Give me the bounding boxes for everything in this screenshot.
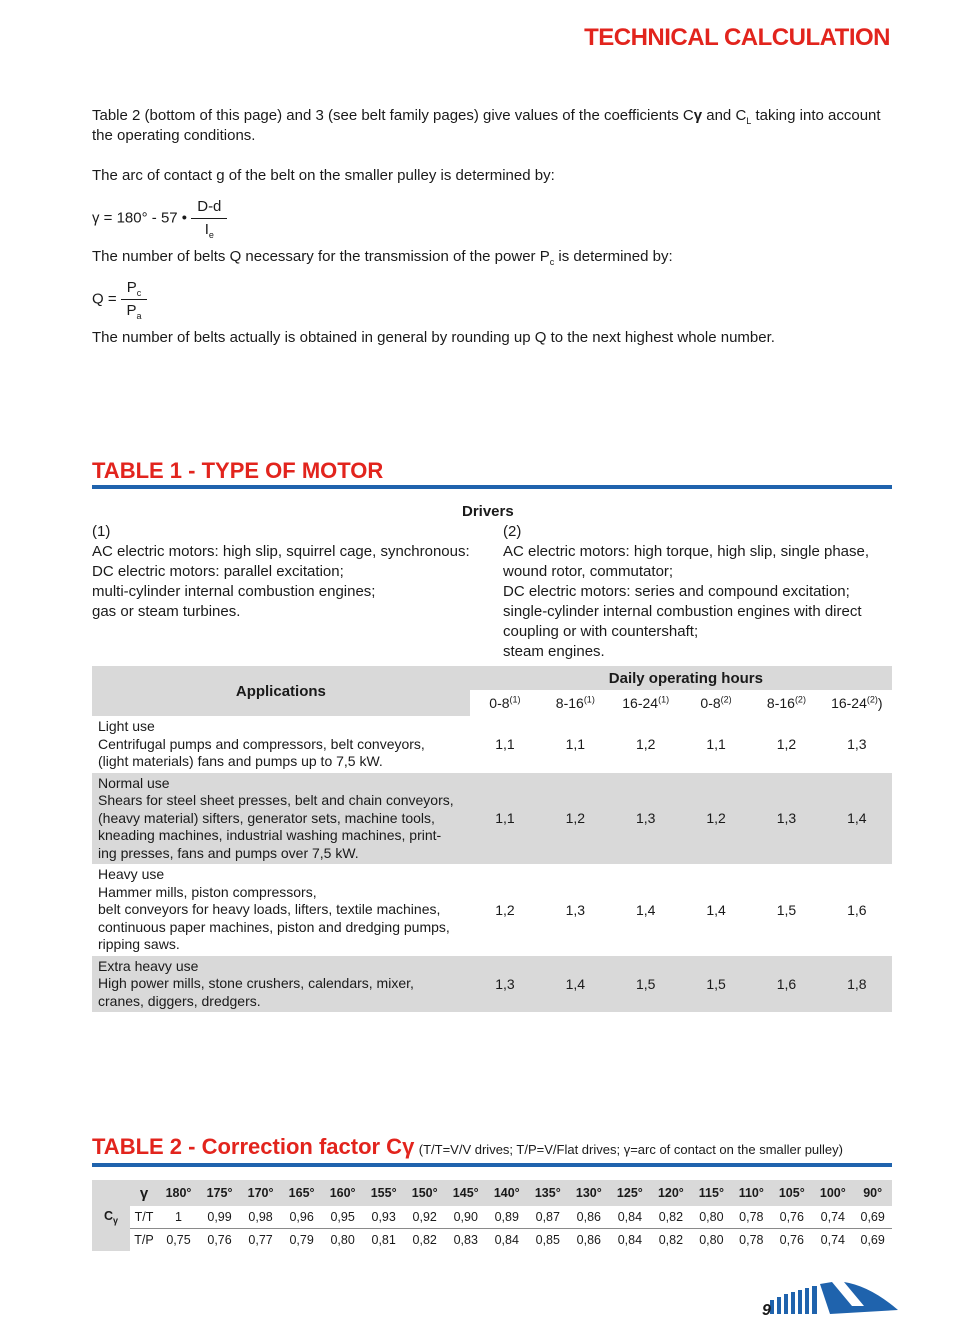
factor-cell: 1,4 (847, 810, 867, 827)
angle-cell: 110° (738, 1186, 764, 1200)
angle-cell: 130° (575, 1186, 602, 1200)
factor-cell: 1,5 (706, 975, 726, 992)
factor-cell: 1,1 (706, 736, 726, 753)
angle-cell: 180° (165, 1186, 192, 1200)
application-line: ing presses, fans and pumps over 7,5 kW. (98, 844, 359, 861)
angle-cell: 165° (288, 1186, 315, 1200)
hours-footnote: (2) (866, 694, 878, 705)
application-title: Extra heavy use (98, 957, 199, 974)
driver-col1-line: (1) (92, 523, 111, 540)
factor-cell: 0,84 (617, 1210, 643, 1224)
factor-cell: 1,3 (635, 810, 656, 827)
table2-heading (92, 1134, 843, 1160)
angle-cell: 170° (247, 1186, 274, 1200)
application-line: kneading machines, industrial washing machines, print- (98, 827, 442, 843)
factor-cell: 0,99 (207, 1210, 232, 1224)
table2-tp-row (92, 1229, 892, 1252)
intro-p3-text-b: is determined by: (554, 248, 673, 265)
application-line: (light materials) fans and pumps up to 7,5 kW. (98, 753, 383, 769)
formula-q-denominator (121, 300, 148, 321)
intro-p3-text-a: The number of belts Q necessary for the transmission of the power P (92, 248, 550, 265)
application-line: Centrifugal pumps and compressors, belt conveyors, (98, 735, 425, 752)
factor-cell: 0,84 (617, 1233, 643, 1247)
table-row (92, 956, 892, 1013)
driver-col1-line: gas or steam turbines. (92, 603, 241, 620)
driver-col2-line: steam engines. (503, 643, 605, 660)
factor-cell: 0,80 (330, 1233, 355, 1247)
hours-range: 8-16 (555, 695, 584, 711)
factor-cell: 1,4 (565, 975, 586, 992)
table1-title: TABLE 1 - TYPE OF MOTOR (92, 458, 384, 483)
page-number: 9 (762, 1302, 771, 1319)
factor-cell: 0,78 (739, 1210, 764, 1224)
table2-note: (T/T=V/V drives; T/P=V/Flat drives; γ=arc of contact on the smaller pulley) (418, 1142, 843, 1157)
drivers-column-2 (503, 522, 903, 662)
angle-cell: 160° (329, 1186, 356, 1200)
hours-range: 0-8 (700, 695, 721, 711)
factor-cell: 1,3 (776, 810, 797, 827)
hours-footnote: (1) (658, 694, 670, 705)
hours-footnote: (2) (720, 694, 732, 705)
angle-cell: 100° (819, 1186, 846, 1200)
hours-footnote: (2) (794, 694, 806, 705)
drivers-label: Drivers (462, 503, 514, 520)
hours-suffix: ) (877, 695, 883, 711)
factor-cell: 1,8 (847, 975, 867, 992)
factor-cell: 1,2 (495, 901, 515, 918)
angle-cell: 105° (778, 1186, 805, 1200)
intro-p1-text-b: and C (702, 107, 747, 124)
applications-header: Applications (235, 682, 326, 700)
factor-cell: 1,4 (635, 901, 656, 918)
factor-cell: 1,6 (776, 975, 797, 992)
formula-gamma-den-letter: I (204, 221, 209, 238)
angle-cell: 135° (534, 1186, 561, 1200)
brand-stripes-logo (760, 1276, 900, 1320)
service-factor-table (92, 666, 892, 1012)
hours-cell (681, 690, 751, 716)
formula-q-fraction (121, 278, 148, 321)
angle-cell: 120° (657, 1186, 684, 1200)
driver-col1-line: multi-cylinder internal combustion engines; (92, 583, 376, 600)
application-cell (92, 716, 470, 773)
hours-range: 16-24 (622, 695, 659, 711)
factor-cell: 0,80 (699, 1233, 724, 1247)
factor-cell: 1,2 (565, 810, 586, 827)
gamma-label: γ (139, 1184, 149, 1202)
factor-cell: 1,3 (847, 736, 867, 753)
factor-cell: 0,96 (289, 1210, 314, 1224)
factor-cell: 1,6 (847, 901, 867, 918)
angle-cell: 125° (616, 1186, 643, 1200)
formula-q-left: Q = (92, 290, 117, 308)
formula-q-num-letter: P (126, 279, 137, 296)
intro-p1-text-a: Table 2 (bottom of this page) and 3 (see belt family pages) give values of the coefficients C (92, 107, 694, 124)
pc-subscript: c (549, 257, 555, 267)
factor-cell: 1,5 (635, 975, 656, 992)
hours-range: 0-8 (489, 695, 510, 711)
factor-cell: 1,1 (495, 736, 515, 753)
factor-cell: 0,83 (453, 1233, 478, 1247)
angle-cell: 115° (698, 1186, 724, 1200)
formula-q (92, 278, 147, 321)
factor-cell: 0,75 (166, 1233, 191, 1247)
drivers-column-1 (92, 522, 492, 622)
formula-gamma-denominator (191, 219, 227, 240)
application-line: High power mills, stone crushers, calendars, mixer, (98, 975, 414, 991)
hours-range: 8-16 (766, 695, 795, 711)
driver-col2-line: wound rotor, commutator; (503, 563, 674, 580)
factor-cell: 0,86 (576, 1210, 601, 1224)
factor-cell: 0,78 (739, 1233, 764, 1247)
factor-cell: 0,86 (576, 1233, 601, 1247)
intro-p1-text-c: taking into account (751, 107, 881, 124)
intro-paragraph-3 (92, 247, 673, 267)
hours-range: 16-24 (831, 695, 867, 711)
angle-cell: 175° (206, 1186, 233, 1200)
gamma-symbol: γ (693, 107, 703, 124)
driver-col1-line: AC electric motors: high slip, squirrel cage, synchronous: (92, 543, 470, 560)
factor-cell: 0,69 (860, 1233, 885, 1247)
application-title: Normal use (98, 774, 170, 791)
formula-gamma (92, 197, 227, 240)
factor-cell: 0,93 (371, 1210, 396, 1224)
table2-tt-row (92, 1206, 892, 1229)
formula-q-den-sub: a (136, 311, 142, 321)
table1-divider (92, 485, 892, 489)
factor-cell: 1,3 (495, 975, 515, 992)
factor-cell: 0,87 (535, 1210, 560, 1224)
factor-cell: 0,92 (412, 1210, 437, 1224)
application-line: continuous paper machines, piston and dredging pumps, (98, 918, 450, 935)
hours-cell (470, 690, 540, 716)
factor-cell: 1,5 (776, 901, 797, 918)
hours-cell (610, 690, 680, 716)
intro-paragraph-2: The arc of contact g of the belt on the smaller pulley is determined by: (92, 167, 555, 184)
factor-cell: 1,2 (635, 736, 656, 753)
factor-cell: 1 (175, 1210, 182, 1224)
factor-cell: 1,2 (776, 736, 797, 753)
driver-col2-line: coupling or with countershaft; (503, 623, 699, 640)
c-gamma-sub: γ (113, 1215, 119, 1225)
formula-gamma-fraction (191, 197, 227, 240)
table2-angle-row (92, 1180, 892, 1206)
factor-cell: 0,85 (535, 1233, 560, 1247)
formula-gamma-numerator: D-d (191, 197, 227, 219)
table-row (92, 773, 892, 865)
formula-gamma-left: γ = 180° - 57 • (92, 209, 188, 227)
table2-divider (92, 1163, 892, 1167)
factor-cell: 1,2 (706, 810, 726, 827)
driver-col2-line: single-cylinder internal combustion engines with direct (503, 603, 862, 620)
angle-cell: 90° (863, 1186, 883, 1200)
factor-cell: 0,81 (371, 1233, 396, 1247)
table2-title: TABLE 2 - Correction factor Cγ (92, 1134, 415, 1159)
application-line: (heavy material) sifters, generator sets, machine tools, (98, 809, 435, 826)
factor-cell: 0,84 (494, 1233, 519, 1247)
factor-cell: 0,69 (860, 1210, 885, 1224)
hours-footnote: (1) (583, 694, 595, 705)
hours-header: Daily operating hours (608, 669, 763, 687)
application-line: Shears for steel sheet presses, belt and chain conveyors, (98, 792, 454, 808)
angle-cell: 155° (370, 1186, 397, 1200)
angle-cell: 140° (493, 1186, 520, 1200)
factor-cell: 0,74 (820, 1210, 845, 1224)
tp-label: T/P (134, 1233, 154, 1247)
factor-cell: 0,79 (289, 1233, 314, 1247)
correction-factor-table (92, 1180, 892, 1251)
factor-cell: 1,1 (495, 810, 515, 827)
hours-cell (822, 690, 892, 716)
tt-label: T/T (134, 1210, 154, 1224)
factor-cell: 0,80 (699, 1210, 724, 1224)
c-letter: C (103, 1208, 113, 1223)
intro-p1-line2: the operating conditions. (92, 127, 256, 144)
formula-gamma-den-sub: e (208, 230, 214, 240)
application-title: Heavy use (98, 866, 165, 882)
driver-col2-line: (2) (503, 523, 522, 540)
factor-cell: 0,82 (658, 1210, 684, 1224)
factor-cell: 0,74 (820, 1233, 845, 1247)
hours-cell (540, 690, 610, 716)
table1-header-row (92, 666, 892, 690)
intro-paragraph-1 (92, 106, 892, 146)
factor-cell: 0,82 (412, 1233, 437, 1247)
application-cell (92, 864, 470, 956)
application-line: belt conveyors for heavy loads, lifters, textile machines, (98, 901, 441, 917)
factor-cell: 0,76 (779, 1210, 804, 1224)
factor-cell: 1,1 (565, 736, 586, 753)
application-line: ripping saws. (98, 936, 180, 952)
hours-cell (751, 690, 821, 716)
application-cell (92, 956, 470, 1013)
factor-cell: 0,77 (248, 1233, 273, 1247)
application-line: Hammer mills, piston compressors, (98, 883, 317, 900)
cl-subscript: L (746, 116, 752, 126)
driver-col1-line: DC electric motors: parallel excitation; (92, 563, 344, 580)
table-row (92, 716, 892, 773)
application-cell (92, 773, 470, 865)
factor-cell: 1,3 (565, 901, 586, 918)
formula-q-numerator (121, 278, 148, 300)
driver-col2-line: AC electric motors: high torque, high slip, single phase, (503, 543, 870, 560)
intro-paragraph-4: The number of belts actually is obtained in general by rounding up Q to the next highest whole number. (92, 329, 775, 346)
factor-cell: 0,90 (453, 1210, 478, 1224)
factor-cell: 0,89 (494, 1210, 519, 1224)
formula-q-num-sub: c (136, 288, 142, 298)
angle-cell: 145° (452, 1186, 479, 1200)
factor-cell: 1,4 (706, 901, 726, 918)
factor-cell: 0,98 (248, 1210, 273, 1224)
application-title: Light use (98, 718, 155, 734)
page-title: TECHNICAL CALCULATION (584, 24, 890, 51)
factor-cell: 0,95 (330, 1210, 355, 1224)
hours-footnote: (1) (509, 694, 521, 705)
factor-cell: 0,76 (779, 1233, 804, 1247)
table-row (92, 864, 892, 956)
formula-q-den-letter: P (126, 302, 137, 319)
factor-cell: 0,82 (658, 1233, 684, 1247)
angle-cell: 150° (411, 1186, 438, 1200)
c-gamma-label (92, 1180, 130, 1251)
driver-col2-line: DC electric motors: series and compound excitation; (503, 583, 850, 600)
application-line: cranes, diggers, dredgers. (98, 992, 261, 1009)
factor-cell: 0,76 (207, 1233, 232, 1247)
